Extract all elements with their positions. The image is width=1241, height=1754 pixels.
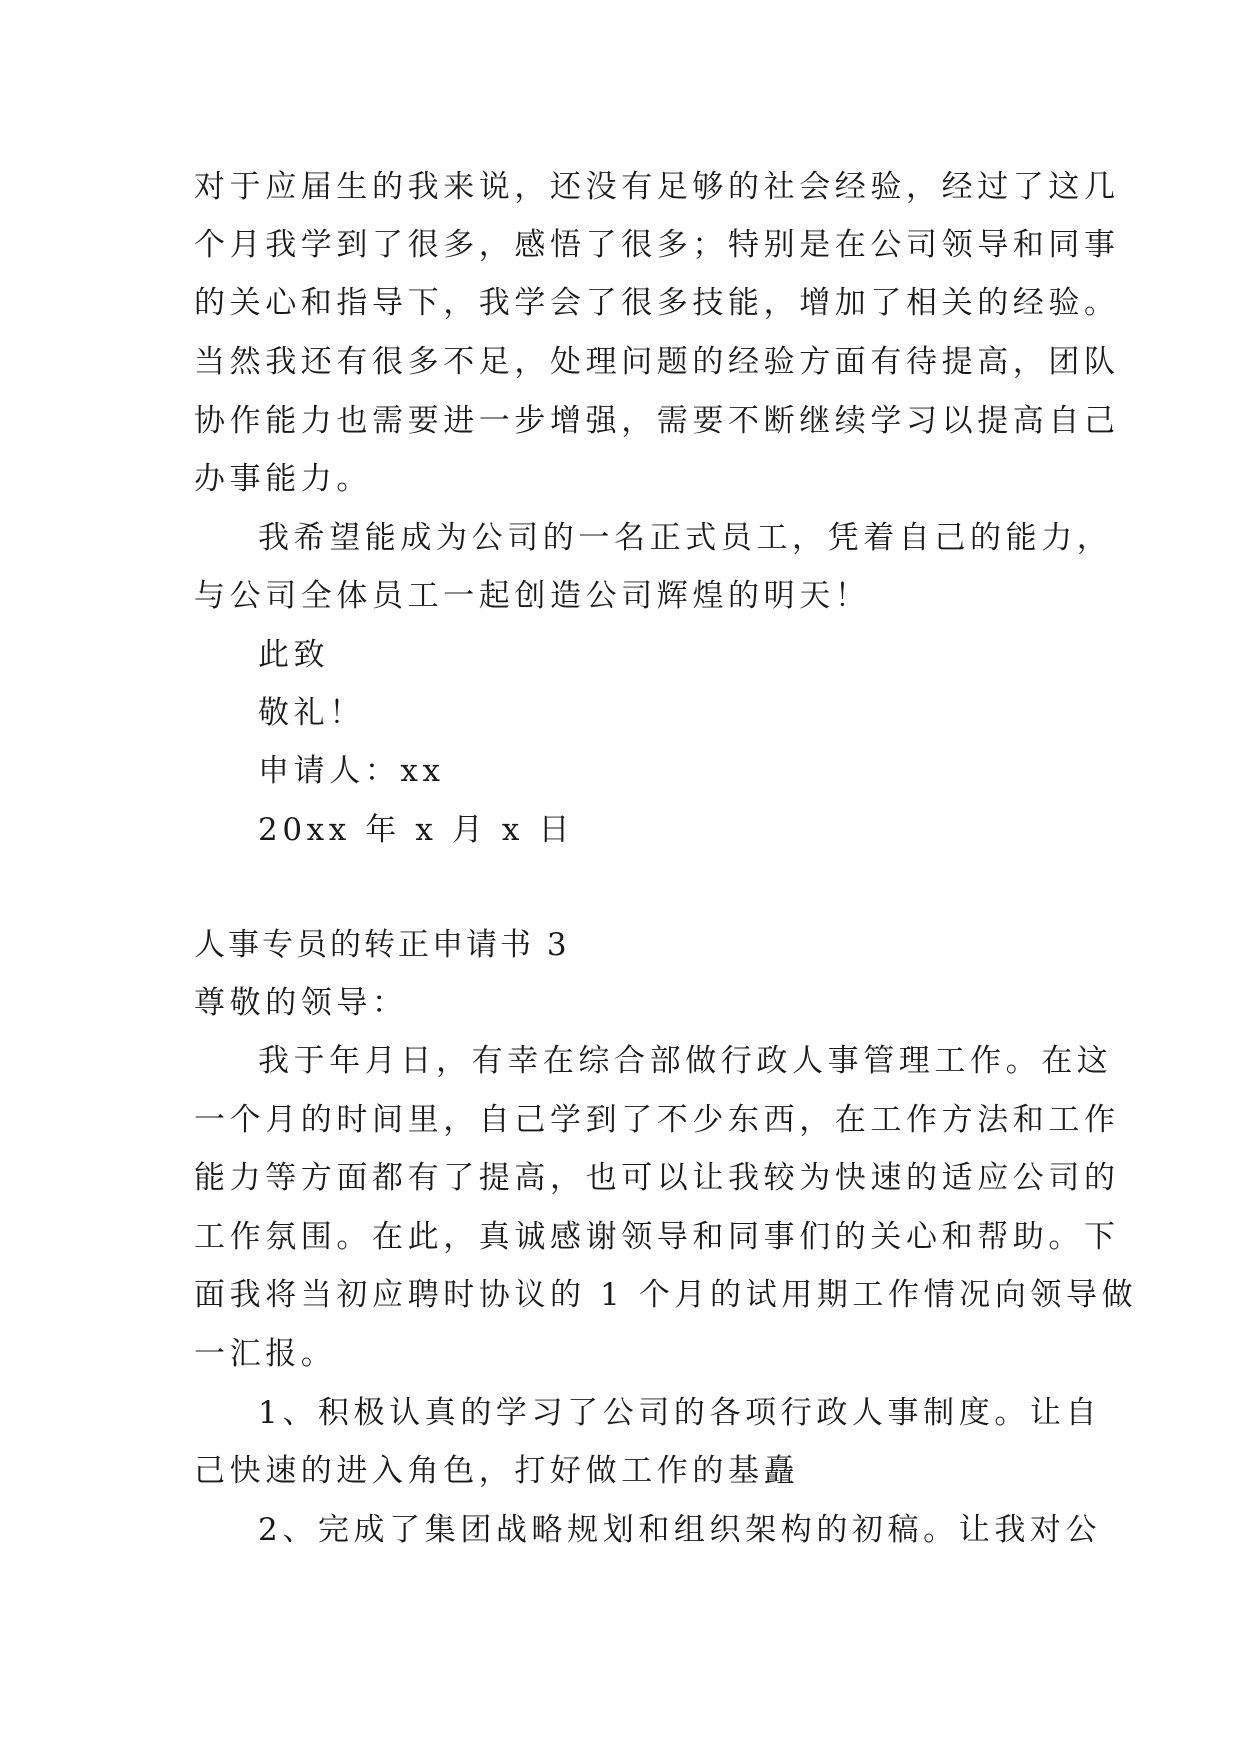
date-line: 20xx 年 x 月 x 日 — [258, 812, 575, 848]
paragraph-line: 个月我学到了很多，感悟了很多；特别是在公司领导和同事 — [194, 227, 1120, 263]
paragraph-line: 当然我还有很多不足，处理问题的经验方面有待提高，团队 — [194, 344, 1120, 380]
closing-text: 此致 — [258, 637, 330, 673]
list-item-line: 1、积极认真的学习了公司的各项行政人事制度。让自 — [258, 1395, 1102, 1431]
paragraph-line: 我于年月日，有幸在综合部做行政人事管理工作。在这 — [258, 1043, 1113, 1079]
paragraph-line: 我希望能成为公司的一名正式员工，凭着自己的能力， — [258, 520, 1113, 556]
paragraph-line: 面我将当初应聘时协议的 1 个月的试用期工作情况向领导做 — [194, 1277, 1138, 1313]
paragraph-line: 与公司全体员工一起创造公司辉煌的明天！ — [194, 578, 871, 614]
paragraph-line: 的关心和指导下，我学会了很多技能，增加了相关的经验。 — [194, 285, 1120, 321]
paragraph-line: 一个月的时间里，自己学到了不少东西，在工作方法和工作 — [194, 1102, 1120, 1138]
list-item-line: 2、完成了集团战略规划和组织架构的初稿。让我对公 — [258, 1512, 1102, 1548]
greeting-text: 尊敬的领导： — [194, 985, 408, 1021]
section-title: 人事专员的转正申请书 3 — [194, 927, 570, 963]
list-item-line: 己快速的进入角色，打好做工作的基矗 — [194, 1453, 800, 1489]
paragraph-line: 能力等方面都有了提高，也可以让我较为快速的适应公司的 — [194, 1160, 1120, 1196]
paragraph-line: 一汇报。 — [194, 1336, 337, 1372]
applicant-signature: 申请人：xx — [258, 753, 445, 789]
paragraph-line: 办事能力。 — [194, 461, 372, 497]
salutation-text: 敬礼！ — [258, 695, 365, 731]
paragraph-line: 对于应届生的我来说，还没有足够的社会经验，经过了这几 — [194, 169, 1120, 205]
paragraph-line: 工作氛围。在此，真诚感谢领导和同事们的关心和帮助。下 — [194, 1219, 1120, 1255]
paragraph-line: 协作能力也需要进一步增强，需要不断继续学习以提高自己 — [194, 403, 1120, 439]
